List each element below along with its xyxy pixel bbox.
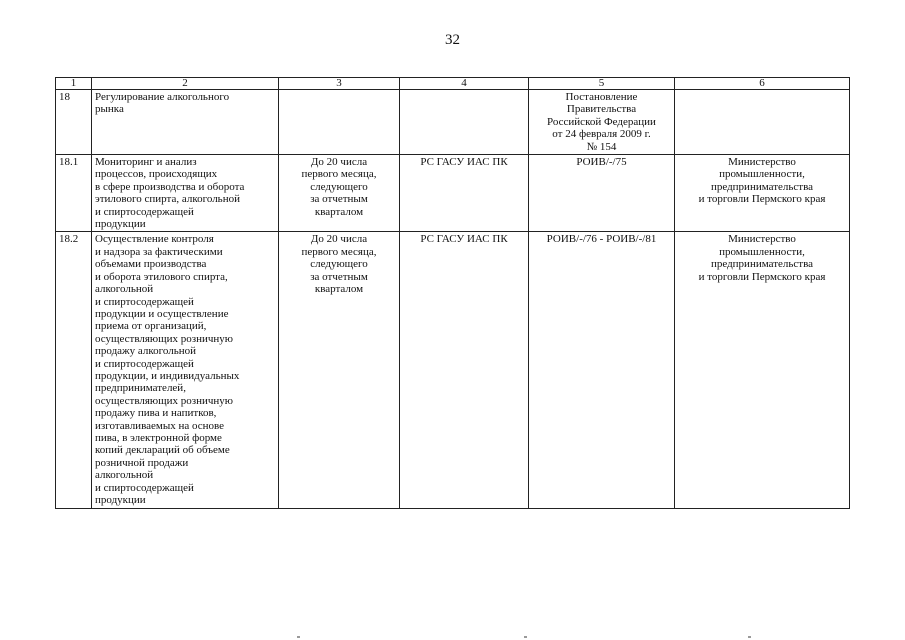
row-number: 18: [56, 90, 92, 155]
row-deadline: До 20 числа первого месяца, следующего за отчетным кварталом: [279, 155, 400, 232]
scan-mark: [748, 636, 751, 638]
row-number: 18.1: [56, 155, 92, 232]
column-header: 5: [529, 78, 675, 90]
scan-mark: [297, 636, 300, 638]
scan-mark: [524, 636, 527, 638]
row-form: Постановление Правительства Российской Федерации от 24 февраля 2009 г. № 154: [529, 90, 675, 155]
data-table: [55, 77, 850, 509]
scan-artifacts: [0, 632, 905, 640]
row-deadline: [279, 90, 400, 155]
row-system: РС ГАСУ ИАС ПК: [400, 232, 529, 509]
row-number: 18.2: [56, 232, 92, 509]
column-header: 3: [279, 78, 400, 90]
row-form: РОИВ/-/76 - РОИВ/-/81: [529, 232, 675, 509]
column-header: 1: [56, 78, 92, 90]
row-name: Регулирование алкогольного рынка: [92, 90, 279, 155]
table-row: [56, 232, 850, 509]
page-number: 32: [445, 32, 460, 48]
row-deadline: До 20 числа первого месяца, следующего за отчетным кварталом: [279, 232, 400, 509]
row-name: Осуществление контроля и надзора за фактическими объемами производства и оборота этилового спирта, алкогольной и спиртосодержащей продукции и осуществление приема от организаций, осуществляющих розничную продажу алкогольной и спиртосодержащей продукции, и индивидуальных предпринимателей, осуществляющих розничную продажу пива и напитков, изготавливаемых на основе пива, в электронной форме копий деклараций об объеме розничной продажи алкогольной и спиртосодержащей продукции: [92, 232, 279, 509]
table-header-row: [56, 78, 850, 90]
table-row: [56, 155, 850, 232]
table-row: [56, 90, 850, 155]
row-responsible: Министерство промышленности, предпринимательства и торговли Пермского края: [675, 232, 850, 509]
row-responsible: [675, 90, 850, 155]
column-header: 2: [92, 78, 279, 90]
row-name: Мониторинг и анализ процессов, происходящих в сфере производства и оборота этилового спирта, алкогольной и спиртосодержащей продукции: [92, 155, 279, 232]
row-responsible: Министерство промышленности, предпринимательства и торговли Пермского края: [675, 155, 850, 232]
row-system: РС ГАСУ ИАС ПК: [400, 155, 529, 232]
row-form: РОИВ/-/75: [529, 155, 675, 232]
row-system: [400, 90, 529, 155]
column-header: 4: [400, 78, 529, 90]
column-header: 6: [675, 78, 850, 90]
